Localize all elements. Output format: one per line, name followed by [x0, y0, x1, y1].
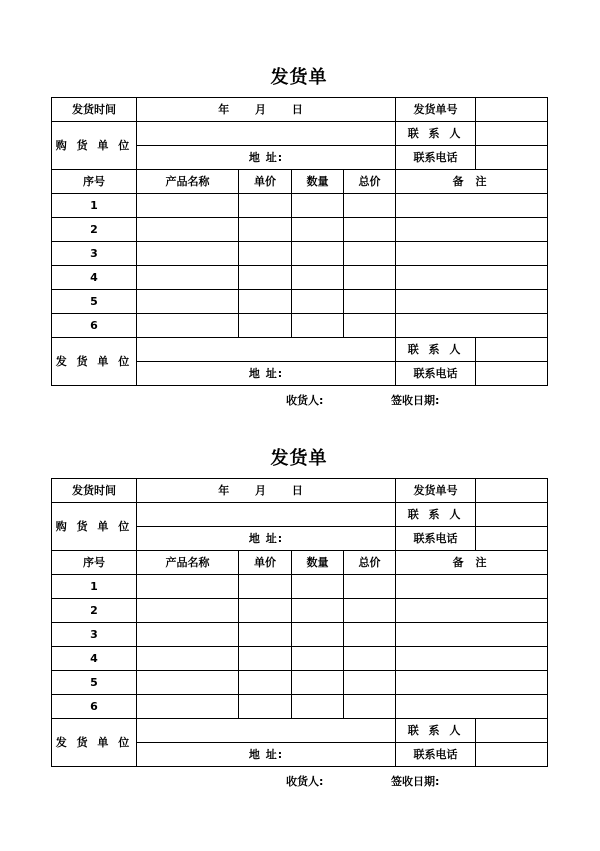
cell-remark[interactable]: [396, 671, 548, 695]
shipper-unit-input[interactable]: [137, 719, 396, 743]
column-header-total-price: 总价: [344, 170, 396, 194]
cell-unit-price[interactable]: [239, 314, 292, 338]
cell-unit-price[interactable]: [239, 575, 292, 599]
cell-quantity[interactable]: [292, 623, 344, 647]
cell-remark[interactable]: [396, 194, 548, 218]
cell-total-price[interactable]: [344, 266, 396, 290]
shipper-address-field[interactable]: 地 址:: [137, 362, 396, 386]
buyer-contact-phone-input[interactable]: [476, 146, 548, 170]
column-header-quantity: 数量: [292, 551, 344, 575]
delivery-time-label: 发货时间: [52, 98, 137, 122]
cell-seq: 3: [52, 623, 137, 647]
cell-product[interactable]: [137, 194, 239, 218]
column-header-remark: 备 注: [396, 551, 548, 575]
table-row: [52, 695, 548, 719]
cell-quantity[interactable]: [292, 242, 344, 266]
table-row: [52, 218, 548, 242]
column-header-seq: 序号: [52, 551, 137, 575]
cell-remark[interactable]: [396, 314, 548, 338]
table-row: [52, 671, 548, 695]
cell-unit-price[interactable]: [239, 242, 292, 266]
table-row: [52, 314, 548, 338]
buyer-contact-person-input[interactable]: [476, 503, 548, 527]
cell-seq: 4: [52, 266, 137, 290]
shipper-contact-phone-input[interactable]: [476, 362, 548, 386]
table-row: [52, 575, 548, 599]
table-row: [52, 194, 548, 218]
column-header-product: 产品名称: [137, 551, 239, 575]
cell-unit-price[interactable]: [239, 266, 292, 290]
signature-line: [51, 390, 547, 410]
shipper-address-field[interactable]: 地 址:: [137, 743, 396, 767]
column-header-product: 产品名称: [137, 170, 239, 194]
cell-product[interactable]: [137, 575, 239, 599]
cell-remark[interactable]: [396, 599, 548, 623]
cell-remark[interactable]: [396, 575, 548, 599]
cell-remark[interactable]: [396, 242, 548, 266]
cell-seq: 2: [52, 599, 137, 623]
cell-product[interactable]: [137, 314, 239, 338]
buyer-contact-person-label: 联 系 人: [396, 122, 476, 146]
cell-seq: 6: [52, 314, 137, 338]
cell-unit-price[interactable]: [239, 695, 292, 719]
cell-quantity[interactable]: [292, 575, 344, 599]
shipper-contact-phone-label: 联系电话: [396, 743, 476, 767]
buyer-contact-person-input[interactable]: [476, 122, 548, 146]
cell-quantity[interactable]: [292, 695, 344, 719]
table-row: [52, 647, 548, 671]
signature-line: [51, 771, 547, 791]
table-row: [52, 290, 548, 314]
cell-total-price[interactable]: [344, 623, 396, 647]
table-row-buyer-name: [52, 503, 548, 527]
cell-total-price[interactable]: [344, 599, 396, 623]
table-row-buyer-name: [52, 122, 548, 146]
cell-unit-price[interactable]: [239, 218, 292, 242]
cell-product[interactable]: [137, 242, 239, 266]
delivery-date-field[interactable]: 年 月 日: [137, 479, 396, 503]
cell-unit-price[interactable]: [239, 671, 292, 695]
cell-total-price[interactable]: [344, 695, 396, 719]
cell-quantity[interactable]: [292, 218, 344, 242]
delivery-no-input[interactable]: [476, 479, 548, 503]
cell-seq: 2: [52, 218, 137, 242]
table-row: [52, 266, 548, 290]
table-header-products: [52, 551, 548, 575]
column-header-unit-price: 单价: [239, 551, 292, 575]
column-header-total-price: 总价: [344, 551, 396, 575]
delivery-note-table: [51, 478, 548, 767]
cell-quantity[interactable]: [292, 290, 344, 314]
buyer-unit-input[interactable]: [137, 122, 396, 146]
column-header-unit-price: 单价: [239, 170, 292, 194]
delivery-no-input[interactable]: [476, 98, 548, 122]
receiver-signature-label: 收货人:: [286, 775, 324, 788]
page-title: 发货单: [270, 448, 328, 469]
cell-remark[interactable]: [396, 623, 548, 647]
cell-seq: 5: [52, 671, 137, 695]
shipper-unit-label: 发 货 单 位: [52, 338, 137, 386]
column-header-quantity: 数量: [292, 170, 344, 194]
table-row: [52, 599, 548, 623]
cell-unit-price[interactable]: [239, 290, 292, 314]
cell-quantity[interactable]: [292, 671, 344, 695]
table-header-products: [52, 170, 548, 194]
cell-total-price[interactable]: [344, 647, 396, 671]
table-row: [52, 623, 548, 647]
buyer-contact-person-label: 联 系 人: [396, 503, 476, 527]
receiver-signature-label: 收货人:: [286, 394, 324, 407]
cell-seq: 6: [52, 695, 137, 719]
cell-unit-price[interactable]: [239, 647, 292, 671]
delivery-note-copy-1: [51, 66, 547, 410]
delivery-no-label: 发货单号: [396, 98, 476, 122]
cell-product[interactable]: [137, 266, 239, 290]
cell-seq: 5: [52, 290, 137, 314]
cell-unit-price[interactable]: [239, 599, 292, 623]
cell-quantity[interactable]: [292, 194, 344, 218]
cell-unit-price[interactable]: [239, 194, 292, 218]
table-row-delivery-time: [52, 98, 548, 122]
column-header-seq: 序号: [52, 170, 137, 194]
shipper-contact-person-label: 联 系 人: [396, 719, 476, 743]
cell-quantity[interactable]: [292, 647, 344, 671]
delivery-note-copy-2: [51, 447, 547, 791]
buyer-contact-phone-label: 联系电话: [396, 527, 476, 551]
buyer-unit-label: 购 货 单 位: [52, 122, 137, 170]
shipper-contact-phone-label: 联系电话: [396, 362, 476, 386]
cell-seq: 1: [52, 194, 137, 218]
delivery-time-label: 发货时间: [52, 479, 137, 503]
buyer-unit-label: 购 货 单 位: [52, 503, 137, 551]
table-row-delivery-time: [52, 479, 548, 503]
cell-product[interactable]: [137, 671, 239, 695]
delivery-note-table: [51, 97, 548, 386]
cell-product[interactable]: [137, 599, 239, 623]
table-row: [52, 242, 548, 266]
cell-total-price[interactable]: [344, 194, 396, 218]
cell-product[interactable]: [137, 290, 239, 314]
cell-product[interactable]: [137, 695, 239, 719]
cell-product[interactable]: [137, 218, 239, 242]
cell-seq: 3: [52, 242, 137, 266]
cell-quantity[interactable]: [292, 314, 344, 338]
cell-seq: 4: [52, 647, 137, 671]
cell-product[interactable]: [137, 623, 239, 647]
cell-product[interactable]: [137, 647, 239, 671]
shipper-unit-label: 发 货 单 位: [52, 719, 137, 767]
sign-date-label: 签收日期:: [391, 775, 440, 788]
page-title: 发货单: [270, 67, 328, 88]
delivery-date-field[interactable]: 年 月 日: [137, 98, 396, 122]
cell-total-price[interactable]: [344, 314, 396, 338]
cell-total-price[interactable]: [344, 575, 396, 599]
shipper-contact-person-input[interactable]: [476, 719, 548, 743]
cell-remark[interactable]: [396, 647, 548, 671]
cell-remark[interactable]: [396, 218, 548, 242]
cell-total-price[interactable]: [344, 242, 396, 266]
sign-date-label: 签收日期:: [391, 394, 440, 407]
cell-remark[interactable]: [396, 695, 548, 719]
cell-seq: 1: [52, 575, 137, 599]
cell-total-price[interactable]: [344, 218, 396, 242]
cell-total-price[interactable]: [344, 290, 396, 314]
buyer-address-field[interactable]: 地 址:: [137, 146, 396, 170]
cell-quantity[interactable]: [292, 266, 344, 290]
buyer-contact-phone-input[interactable]: [476, 527, 548, 551]
cell-unit-price[interactable]: [239, 623, 292, 647]
delivery-no-label: 发货单号: [396, 479, 476, 503]
buyer-unit-input[interactable]: [137, 503, 396, 527]
cell-remark[interactable]: [396, 290, 548, 314]
table-row-shipper-name: [52, 719, 548, 743]
buyer-address-field[interactable]: 地 址:: [137, 527, 396, 551]
cell-total-price[interactable]: [344, 671, 396, 695]
table-row-shipper-name: [52, 338, 548, 362]
column-header-remark: 备 注: [396, 170, 548, 194]
shipper-contact-person-input[interactable]: [476, 338, 548, 362]
shipper-contact-phone-input[interactable]: [476, 743, 548, 767]
buyer-contact-phone-label: 联系电话: [396, 146, 476, 170]
shipper-unit-input[interactable]: [137, 338, 396, 362]
cell-remark[interactable]: [396, 266, 548, 290]
cell-quantity[interactable]: [292, 599, 344, 623]
shipper-contact-person-label: 联 系 人: [396, 338, 476, 362]
